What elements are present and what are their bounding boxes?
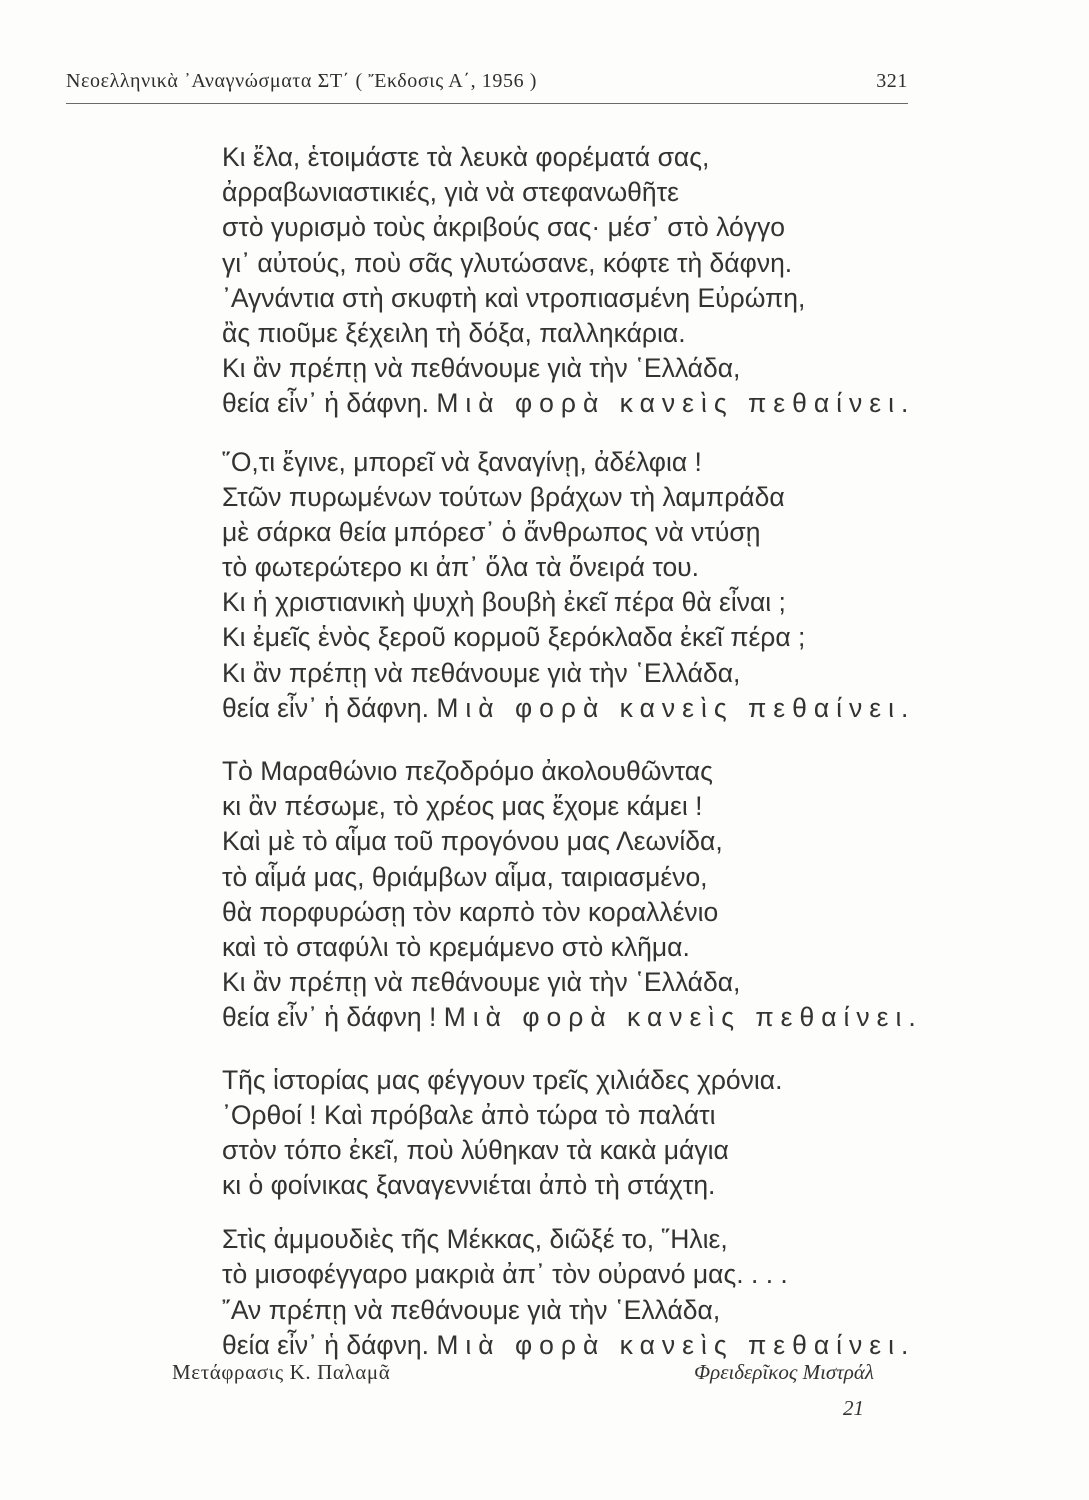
translator-credit: Μετάφρασις Κ. Παλαμᾶ — [172, 1360, 391, 1384]
stanza — [222, 140, 922, 422]
poem-line: Τὸ Μαραθώνιο πεζοδρόμο ἀκολουθῶντας — [222, 756, 713, 786]
poem-line: ᾿Ορθοί ! Καὶ πρόβαλε ἀπὸ τώρα τὸ παλάτι — [222, 1099, 716, 1130]
author-name: Φρειδερῖκος Μιστράλ — [694, 1360, 874, 1384]
poem-body — [222, 140, 922, 1363]
stanza — [222, 445, 922, 727]
refrain-start: θεία εἶν᾽ ἡ δάφνη. — [222, 692, 429, 723]
poem-line: καὶ τὸ σταφύλι τὸ κρεμάμενο στὸ κλῆμα. — [222, 931, 690, 962]
poem-line: ᾿Αγνάντια στὴ σκυφτὴ καὶ ντροπιασμένη Εὐρώπη, — [222, 282, 806, 313]
poem-line: Κι ἂν πρέπῃ νὰ πεθάνουμε γιὰ τὴν ῾Ελλάδα, — [222, 967, 741, 998]
poem-line: Καὶ μὲ τὸ αἷμα τοῦ προγόνου μας Λεωνίδα, — [222, 826, 723, 857]
poem-line: στὸ γυρισμὸ τοὺς ἀκριβούς σας· μέσ᾽ στὸ λόγγο — [222, 212, 785, 243]
signature-mark: 21 — [843, 1396, 864, 1420]
poem-line: στὸν τόπο ἐκεῖ, ποὺ λύθηκαν τὰ κακὰ μάγια — [222, 1134, 729, 1165]
refrain-start: θεία εἶν᾽ ἡ δάφνη ! — [222, 1002, 437, 1033]
refrain-start: θεία εἶν᾽ ἡ δάφνη. — [222, 1329, 429, 1360]
running-header — [66, 70, 908, 102]
poem-line: θὰ πορφυρώσῃ τὸν καρπὸ τὸν κοραλλένιο — [222, 896, 719, 927]
poem-line: Στῶν πυρωμένων τούτων βράχων τὴ λαμπράδα — [222, 481, 785, 512]
poem-line: Κι ἂν πρέπῃ νὰ πεθάνουμε γιὰ τὴν ῾Ελλάδα, — [222, 657, 741, 688]
poem-line: Στὶς ἀμμουδιὲς τῆς Μέκκας, διῶξέ το, ῞Ηλιε, — [222, 1224, 728, 1255]
poem-line: Κι ἂν πρέπῃ νὰ πεθάνουμε γιὰ τὴν ῾Ελλάδα, — [222, 353, 741, 384]
refrain-line — [222, 1328, 922, 1363]
poem-line: ῞Ο,τι ἔγινε, μπορεῖ νὰ ξαναγίνῃ, ἀδέλφια ! — [222, 446, 702, 477]
poem-line: ἀρραβωνιαστικιές, γιὰ νὰ στεφανωθῆτε — [222, 177, 679, 208]
poem-line: Κι ἐμεῖς ἑνὸς ξεροῦ κορμοῦ ξερόκλαδα ἐκεῖ πέρα ; — [222, 622, 806, 653]
refrain-end: Μιὰ φορὰ κανεὶς πεθαίνει. — [443, 1002, 923, 1033]
poem-line: Τῆς ἱστορίας μας φέγγουν τρεῖς χιλιάδες χρόνια. — [222, 1064, 783, 1095]
poem-line: κι ὁ φοίνικας ξαναγεννιέται ἀπὸ τὴ στάχτη. — [222, 1170, 716, 1201]
refrain-line — [222, 691, 922, 726]
poem-line: ἂς πιοῦμε ξέχειλη τὴ δόξα, παλληκάρια. — [222, 317, 686, 348]
page-number: 321 — [876, 70, 908, 92]
running-title: Νεοελληνικὰ ᾿Αναγνώσματα ΣΤ΄ ( Ἔκδοσις Α΄, 1956 ) — [66, 70, 538, 92]
refrain-end: Μιὰ φορὰ κανεὶς πεθαίνει. — [436, 388, 916, 419]
poem-line: τὸ μισοφέγγαρο μακριὰ ἀπ᾽ τὸν οὐρανό μας. . . . — [222, 1259, 788, 1290]
poem-line: Κι ἡ χριστιανικὴ ψυχὴ βουβὴ ἐκεῖ πέρα θὰ εἶναι ; — [222, 587, 786, 618]
refrain-start: θεία εἶν᾽ ἡ δάφνη. — [222, 388, 429, 419]
stanza — [222, 1063, 922, 1204]
poem-line: τὸ φωτερώτερο κι ἀπ᾽ ὅλα τὰ ὄνειρά του. — [222, 552, 700, 583]
poem-line: τὸ αἷμά μας, θριάμβων αἷμα, ταιριασμένο, — [222, 861, 708, 892]
stanza — [222, 1222, 922, 1363]
header-rule — [66, 103, 908, 104]
poem-line: Κι ἔλα, ἑτοιμάστε τὰ λευκὰ φορέματά σας, — [222, 142, 710, 172]
refrain-line — [222, 386, 922, 421]
stanza — [222, 754, 922, 1036]
refrain-end: Μιὰ φορὰ κανεὶς πεθαίνει. — [436, 1329, 916, 1360]
refrain-end: Μιὰ φορὰ κανεὶς πεθαίνει. — [436, 692, 916, 723]
poem-line: κι ἂν πέσωμε, τὸ χρέος μας ἔχομε κάμει ! — [222, 791, 703, 822]
poem-line: μὲ σάρκα θεία μπόρεσ᾽ ὁ ἄνθρωπος νὰ ντύσῃ — [222, 516, 761, 547]
poem-line: γι᾽ αὐτούς, ποὺ σᾶς γλυτώσανε, κόφτε τὴ δάφνη. — [222, 247, 793, 278]
poem-line: ῎Αν πρέπῃ νὰ πεθάνουμε γιὰ τὴν ῾Ελλάδα, — [222, 1294, 721, 1325]
refrain-line — [222, 1000, 922, 1035]
